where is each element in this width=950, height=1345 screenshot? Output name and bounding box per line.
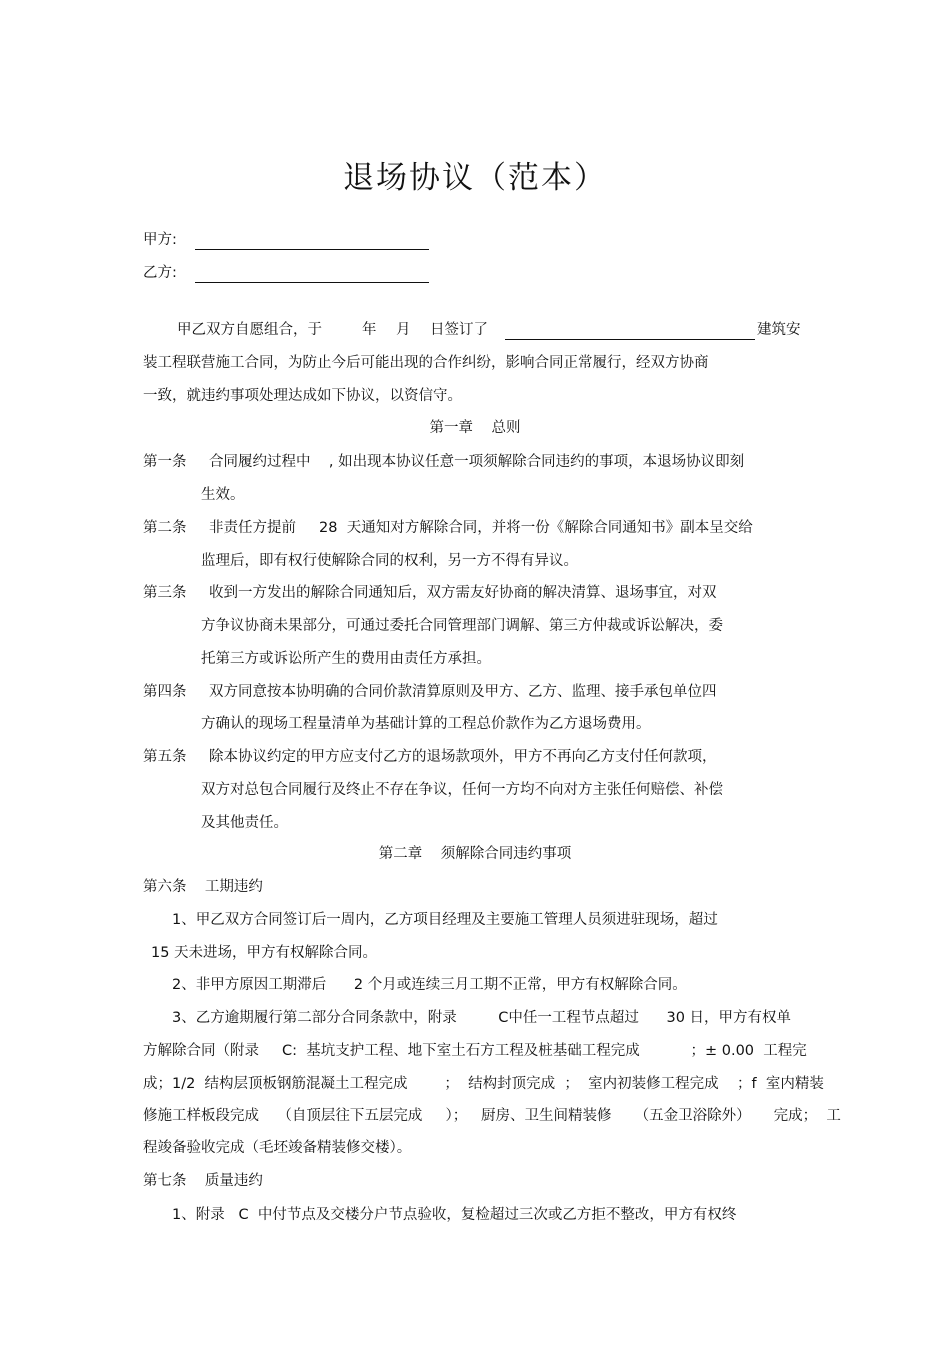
contract-name-blank-line bbox=[505, 339, 755, 340]
art4-line2: 方确认的现场工程量清单为基础计算的工程总价款作为乙方退场费用。 bbox=[201, 716, 651, 732]
art6-p1-line2: 15 天未进场，甲方有权解除合同。 bbox=[151, 945, 378, 961]
party-a-label: 甲方: bbox=[143, 232, 177, 248]
intro-line1a: 甲乙双方自愿组合，于 bbox=[177, 322, 322, 338]
art5-label: 第五条 bbox=[143, 749, 187, 765]
art1-label: 第一条 bbox=[143, 454, 187, 470]
intro-line3: 一致，就违约事项处理达成如下协议，以资信守。 bbox=[143, 388, 462, 404]
party-b-blank-line bbox=[195, 282, 429, 283]
art6-heading: 第六条 工期违约 bbox=[143, 879, 263, 895]
art3-label: 第三条 bbox=[143, 585, 187, 601]
art7-heading: 第七条 质量违约 bbox=[143, 1173, 263, 1189]
document-title: 退场协议（范本） bbox=[343, 160, 607, 196]
art4-label: 第四条 bbox=[143, 684, 187, 700]
art6-p3-line2: 方解除合同（附录 C: 基坑支护工程、地下室土石方工程及桩基础工程完成 ；± 0.00 工程完 bbox=[143, 1043, 807, 1059]
art5-line2: 双方对总包合同履行及终止不存在争议，任何一方均不向对方主张任何赔偿、补偿 bbox=[201, 782, 723, 798]
intro-line1b: 建筑安 bbox=[757, 322, 801, 338]
art2-label: 第二条 bbox=[143, 520, 187, 536]
art6-p3-line4: 修施工样板段完成 （自顶层往下五层完成 ）； 厨房、卫生间精装修 （五金卫浴除外） 完成； 工 bbox=[143, 1108, 841, 1124]
art6-p1-line1: 1、甲乙双方合同签订后一周内，乙方项目经理及主要施工管理人员须进驻现场，超过 bbox=[172, 912, 718, 928]
art5-line3: 及其他责任。 bbox=[201, 815, 288, 831]
art2-line2: 监理后，即有权行使解除合同的权利，另一方不得有异议。 bbox=[201, 553, 578, 569]
chapter2-heading: 第二章 须解除合同违约事项 bbox=[378, 846, 572, 862]
art6-p3-line1: 3、乙方逾期履行第二部分合同条款中，附录 C中任一工程节点超过 30 日，甲方有权单 bbox=[172, 1010, 792, 1026]
art1-line2: 生效。 bbox=[201, 487, 245, 503]
art2-line1: 非责任方提前 28 天通知对方解除合同，并将一份《解除合同通知书》副本呈交给 bbox=[209, 520, 753, 536]
art6-p2: 2、非甲方原因工期滞后 2 个月或连续三月工期不正常，甲方有权解除合同。 bbox=[172, 977, 687, 993]
art3-line3: 托第三方或诉讼所产生的费用由责任方承担。 bbox=[201, 651, 491, 667]
art1-line1: 合同履约过程中 , 如出现本协议任意一项须解除合同违约的事项，本退场协议即刻 bbox=[209, 454, 745, 470]
intro-line2: 装工程联营施工合同，为防止今后可能出现的合作纠纷，影响合同正常履行，经双方协商 bbox=[143, 355, 709, 371]
chapter1-heading: 第一章 总则 bbox=[429, 420, 521, 436]
art7-p1-line1: 1、附录 C 中付节点及交楼分户节点验收，复检超过三次或乙方拒不整改，甲方有权终 bbox=[172, 1207, 737, 1223]
intro-year: 年 bbox=[362, 322, 377, 338]
art6-p3-line3: 成；1/2 结构层顶板钢筋混凝土工程完成 ； 结构封顶完成 ； 室内初装修工程完成 ；f 室内精装 bbox=[143, 1076, 824, 1092]
party-a-blank-line bbox=[195, 249, 429, 250]
art3-line2: 方争议协商未果部分，可通过委托合同管理部门调解、第三方仲裁或诉讼解决，委 bbox=[201, 618, 723, 634]
art4-line1: 双方同意按本协明确的合同价款清算原则及甲方、乙方、监理、接手承包单位四 bbox=[209, 684, 717, 700]
art3-line1: 收到一方发出的解除合同通知后，双方需友好协商的解决清算、退场事宜，对双 bbox=[209, 585, 717, 601]
art6-p3-line5: 程竣备验收完成（毛坯竣备精装修交楼）。 bbox=[143, 1140, 412, 1156]
intro-month: 月 bbox=[396, 322, 411, 338]
intro-day-signed: 日签订了 bbox=[430, 322, 488, 338]
art5-line1: 除本协议约定的甲方应支付乙方的退场款项外，甲方不再向乙方支付任何款项， bbox=[209, 749, 717, 765]
party-b-label: 乙方: bbox=[143, 265, 177, 281]
